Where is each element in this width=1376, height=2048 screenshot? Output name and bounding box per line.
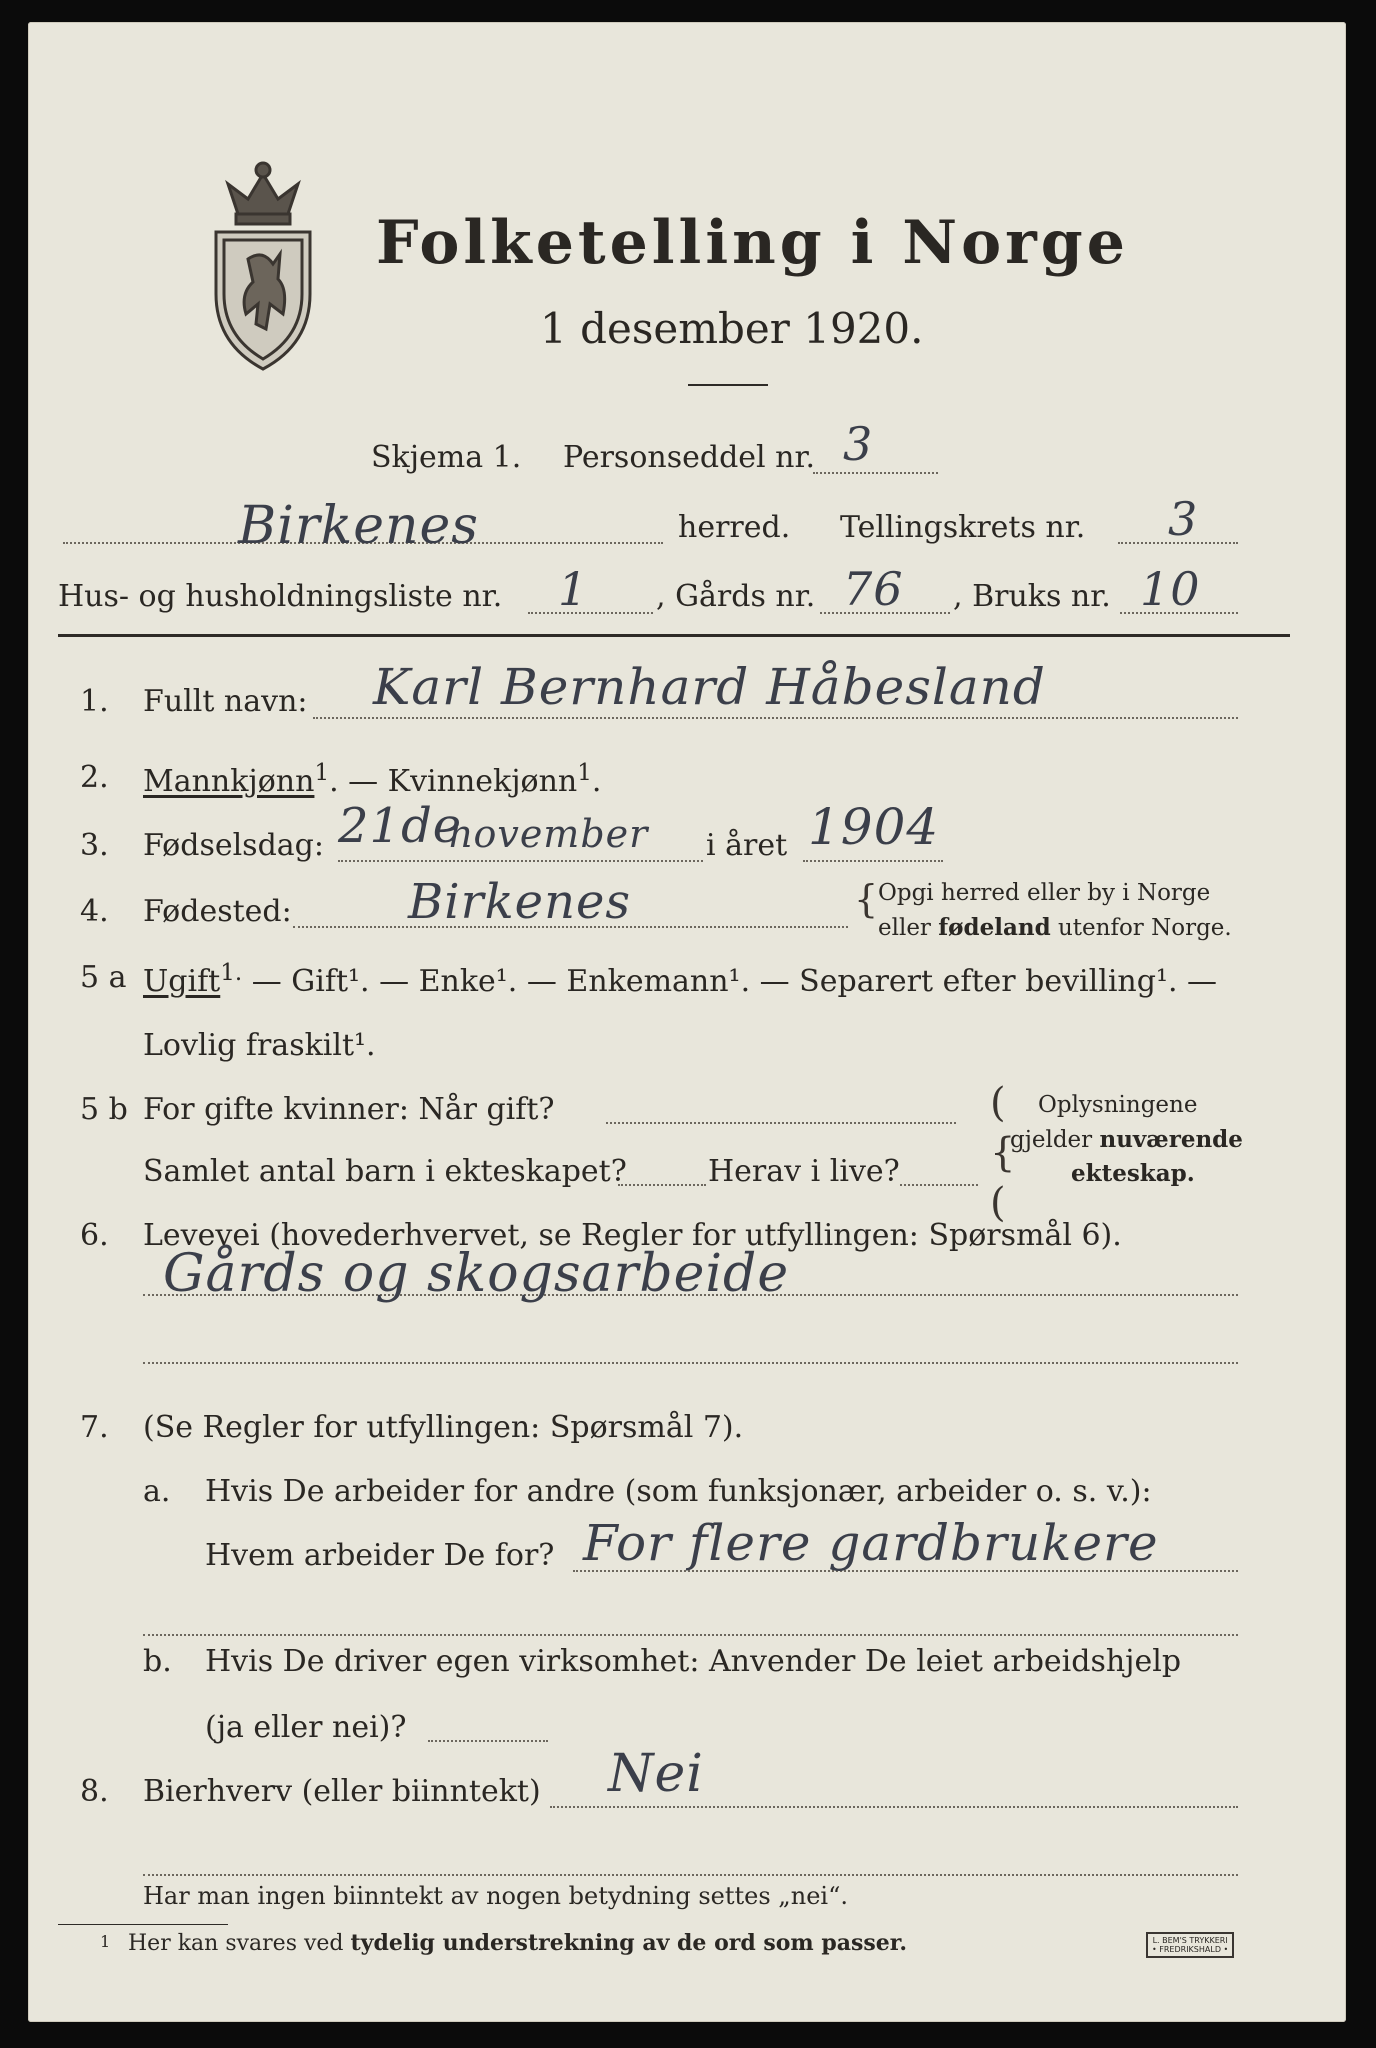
- q8-label: Bierhverv (eller biinntekt): [143, 1774, 541, 1809]
- employer-label: Hvem arbeider De for?: [205, 1538, 555, 1573]
- married-when-label: For gifte kvinner: Når gift?: [143, 1092, 555, 1127]
- footnote-number: 1: [100, 1932, 111, 1951]
- q1-label: Fullt navn:: [143, 684, 308, 719]
- q7-number: 7.: [80, 1410, 109, 1445]
- tellingskrets-label: Tellingskrets nr.: [840, 510, 1086, 545]
- q7b-label: Hvis De driver egen virksomhet: Anvender De leiet arbeidshjelp: [205, 1644, 1182, 1679]
- q8-number: 8.: [80, 1774, 109, 1809]
- gards-value: 76: [843, 562, 904, 616]
- census-form: Folketelling i Norge 1 desember 1920. Skjema 1. Personseddel nr. 3 Birkenes herred. Tellingskrets nr. 3 Hus- og husholdningsliste nr. 1 , Gårds nr. 76 , Bruks nr. 10 1. Fullt navn: Karl Bernhard Håbesland 2. Mannkjønn$^1$. — Kvinnekjønn$^1$. 3. Fødselsdag: 21de november i året 1904 4. Fødested: Birkenes { Opgi herred eller by i Norge eller fødeland utenfor Norge. 5 a Ugift$^{1.}$ — Gift¹. — Enke¹. — Enkemann¹. — Separert efter bevilling¹. — Lovlig fraskilt¹. 5 b For gifte kvinner: Når gift? Samlet antal barn i ekteskapet? Herav i live? ( { ( Oplysningene gjelder nuværende ekteskap. 6. Levevei (hovederhvervet, se Regler for utfyllingen: Spørsmål 6). Gårds og skogsarbeide 7. (Se Regler for utfyllingen: Spørsmål 7). a. Hvis De arbeider for andre (som funksjonær, arbeider o. s. v.): Hvem arbeider De for? For flere gardbrukere b. Hvis De driver egen virksomhet: Anvender De leiet arbeidshjelp (ja eller nei)? 8. Bierhverv (eller biinntekt) Nei Har man ingen biinntekt av nogen betydning settes „nei“. 1 Her kan svares ved tydelig understrekning av de ord som passer. L. BEM'S TRYKKERI • FREDRIKSHALD •: [28, 22, 1346, 2022]
- hus-value: 1: [558, 562, 589, 616]
- year-label: i året: [706, 828, 788, 863]
- gender-line: Mannkjønn$^1$. — Kvinnekjønn$^1$.: [143, 760, 602, 799]
- gards-label: , Gårds nr.: [656, 579, 816, 614]
- male-option: Mannkjønn: [143, 764, 315, 799]
- q2-number: 2.: [80, 760, 109, 795]
- q5b-note-line1: Oplysningene: [1038, 1092, 1198, 1118]
- herred-value: Birkenes: [238, 496, 479, 556]
- birth-month-value: november: [448, 812, 649, 856]
- personseddel-value: 3: [843, 417, 874, 471]
- marital-status-line: Ugift$^{1.}$ — Gift¹. — Enke¹. — Enkemann¹. — Separert efter bevilling¹. —: [143, 960, 1218, 999]
- footnote-text: Her kan svares ved tydelig understrekning av de ord som passer.: [128, 1930, 908, 1956]
- q5b-note-line3: ekteskap.: [1071, 1160, 1195, 1187]
- birth-year-value: 1904: [808, 798, 940, 856]
- form-date: 1 desember 1920.: [540, 304, 924, 353]
- bruks-value: 10: [1140, 562, 1201, 616]
- q4-note-line2: eller fødeland utenfor Norge.: [878, 914, 1232, 941]
- form-title: Folketelling i Norge: [376, 208, 1129, 278]
- q6-label: Levevei (hovederhvervet, se Regler for utfyllingen: Spørsmål 6).: [143, 1218, 1122, 1253]
- herred-label: herred.: [678, 510, 791, 545]
- q3-number: 3.: [80, 828, 109, 863]
- hus-label: Hus- og husholdningsliste nr.: [58, 579, 503, 614]
- children-count-label: Samlet antal barn i ekteskapet?: [143, 1154, 627, 1189]
- tellingskrets-value: 3: [1168, 492, 1199, 546]
- norwegian-coat-of-arms-icon: [208, 154, 318, 374]
- footer-note: Har man ingen biinntekt av nogen betydning settes „nei“.: [143, 1882, 848, 1910]
- occupation-value: Gårds og skogsarbeide: [163, 1244, 790, 1304]
- q4-label: Fødested:: [143, 894, 292, 929]
- hired-help-label: (ja eller nei)?: [205, 1710, 407, 1745]
- schema-label: Skjema 1.: [371, 440, 522, 475]
- q4-note-line1: Opgi herred eller by i Norge: [878, 880, 1211, 906]
- divorced-option: Lovlig fraskilt¹.: [143, 1028, 376, 1063]
- q5b-note-line2: gjelder nuværende: [1010, 1126, 1243, 1153]
- q4-number: 4.: [80, 894, 109, 929]
- unmarried-option: Ugift: [143, 964, 221, 999]
- q7a-label: Hvis De arbeider for andre (som funksjonær, arbeider o. s. v.):: [205, 1474, 1152, 1509]
- birth-day-value: 21de: [338, 798, 463, 854]
- q6-number: 6.: [80, 1218, 109, 1253]
- printer-stamp: L. BEM'S TRYKKERI • FREDRIKSHALD •: [1146, 1932, 1234, 1958]
- q1-number: 1.: [80, 684, 109, 719]
- side-income-value: Nei: [608, 1744, 704, 1804]
- personseddel-label: Personseddel nr.: [563, 440, 816, 475]
- q7-label: (Se Regler for utfyllingen: Spørsmål 7).: [143, 1410, 744, 1445]
- children-alive-label: Herav i live?: [708, 1154, 900, 1189]
- q5b-number: 5 b: [80, 1092, 128, 1127]
- birthplace-value: Birkenes: [408, 874, 632, 930]
- q5a-number: 5 a: [80, 960, 127, 995]
- q7a-letter: a.: [143, 1474, 171, 1509]
- employer-value: For flere gardbrukere: [583, 1514, 1159, 1572]
- q7b-letter: b.: [143, 1644, 172, 1679]
- full-name-value: Karl Bernhard Håbesland: [373, 658, 1046, 716]
- q3-label: Fødselsdag:: [143, 828, 324, 863]
- bruks-label: , Bruks nr.: [953, 579, 1111, 614]
